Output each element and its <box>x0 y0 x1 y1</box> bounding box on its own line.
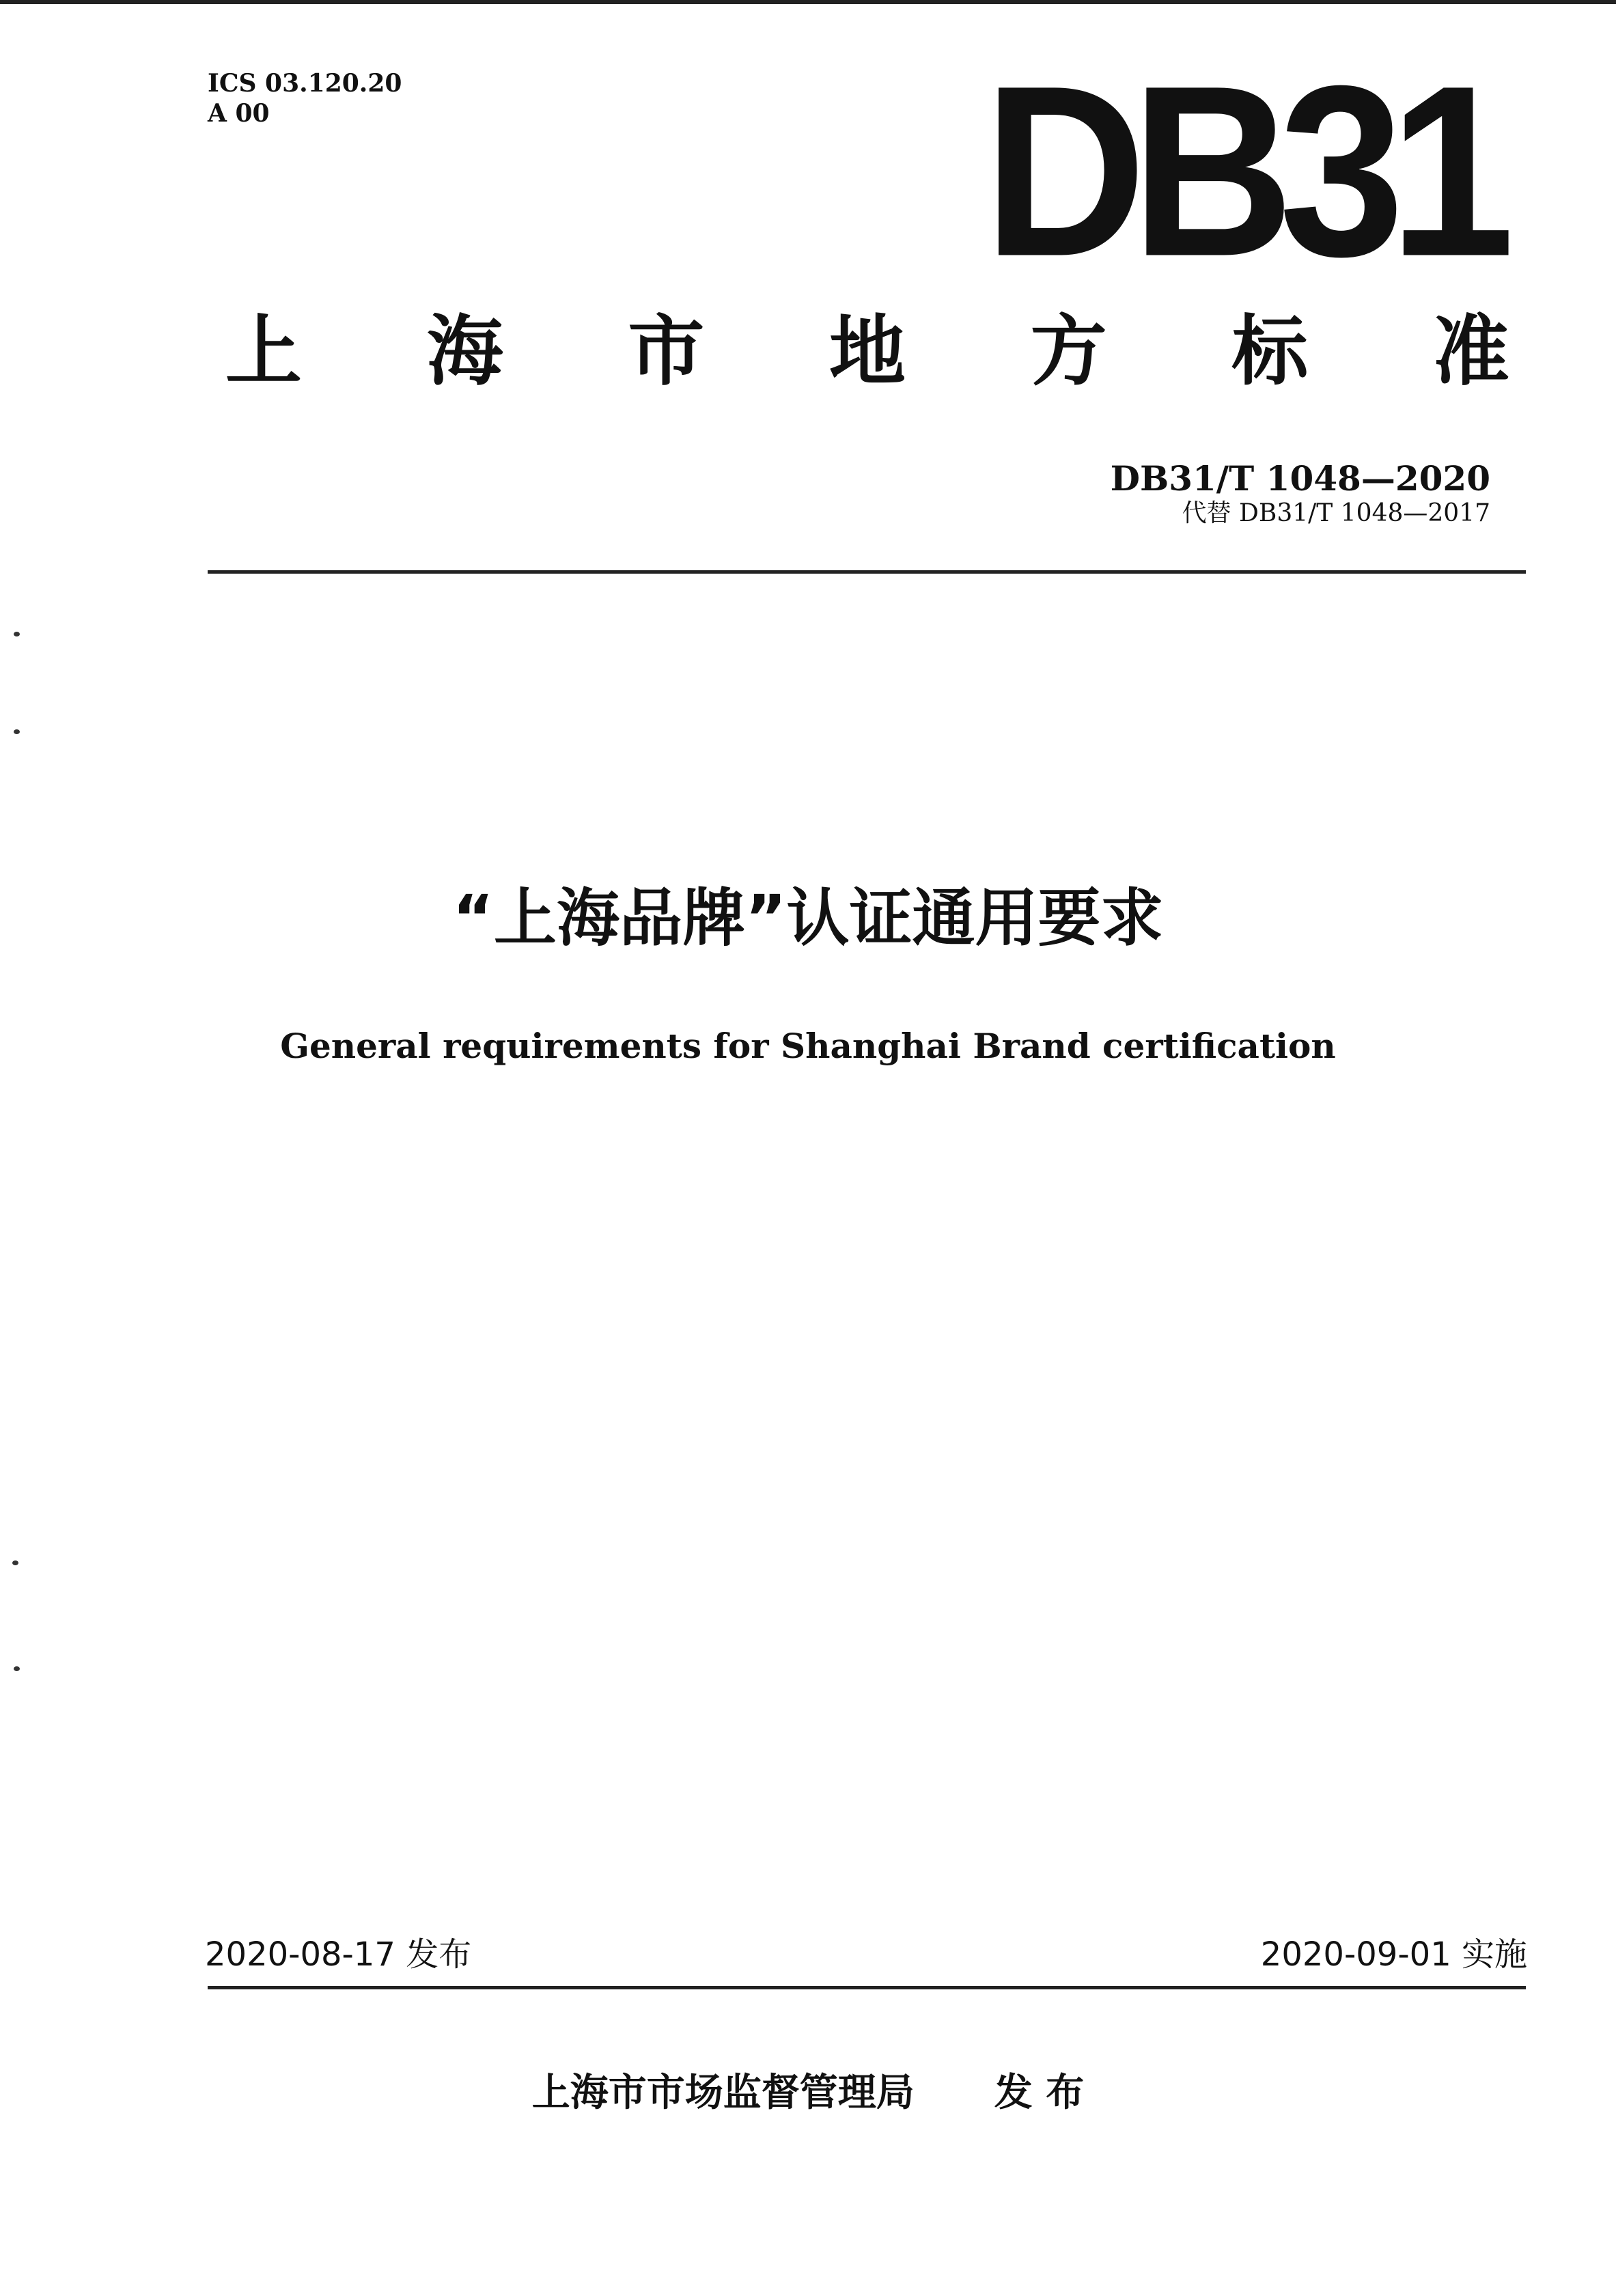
scan-speck <box>12 1560 18 1565</box>
publisher-name: 上海市市场监督管理局 <box>531 2071 915 2115</box>
publisher-line <box>0 2066 1616 2120</box>
replaced-standard: 代替 DB31/T 1048—2017 <box>1182 499 1490 527</box>
header-divider <box>208 570 1526 574</box>
heading-char: 海 <box>426 307 503 396</box>
ics-code: ICS 03.120.20 <box>208 69 402 98</box>
scan-speck <box>14 729 20 734</box>
heading-char: 方 <box>1030 307 1107 396</box>
standard-type-heading <box>225 300 1509 403</box>
page-top-edge <box>0 0 1616 4</box>
ccs-code: A 00 <box>208 99 270 128</box>
heading-char: 上 <box>225 307 302 396</box>
issue-date: 2020-08-17 发布 <box>205 1935 472 1974</box>
classification-codes <box>208 68 402 128</box>
heading-char: 准 <box>1432 307 1509 396</box>
standard-number: DB31/T 1048—2020 <box>1110 458 1490 499</box>
scan-speck <box>14 632 20 636</box>
publish-action: 发 布 <box>994 2071 1085 2115</box>
heading-char: 市 <box>628 307 705 396</box>
footer-divider <box>208 1986 1526 1989</box>
implementation-date: 2020-09-01 实施 <box>1260 1935 1527 1974</box>
db31-logo: DB31 <box>984 34 1500 307</box>
document-title-chinese: “上海品牌”认证通用要求 <box>452 882 1164 955</box>
heading-char: 标 <box>1231 307 1309 396</box>
scan-speck <box>14 1666 20 1671</box>
heading-char: 地 <box>828 307 906 396</box>
document-title-english: General requirements for Shanghai Brand certification <box>280 1026 1336 1066</box>
